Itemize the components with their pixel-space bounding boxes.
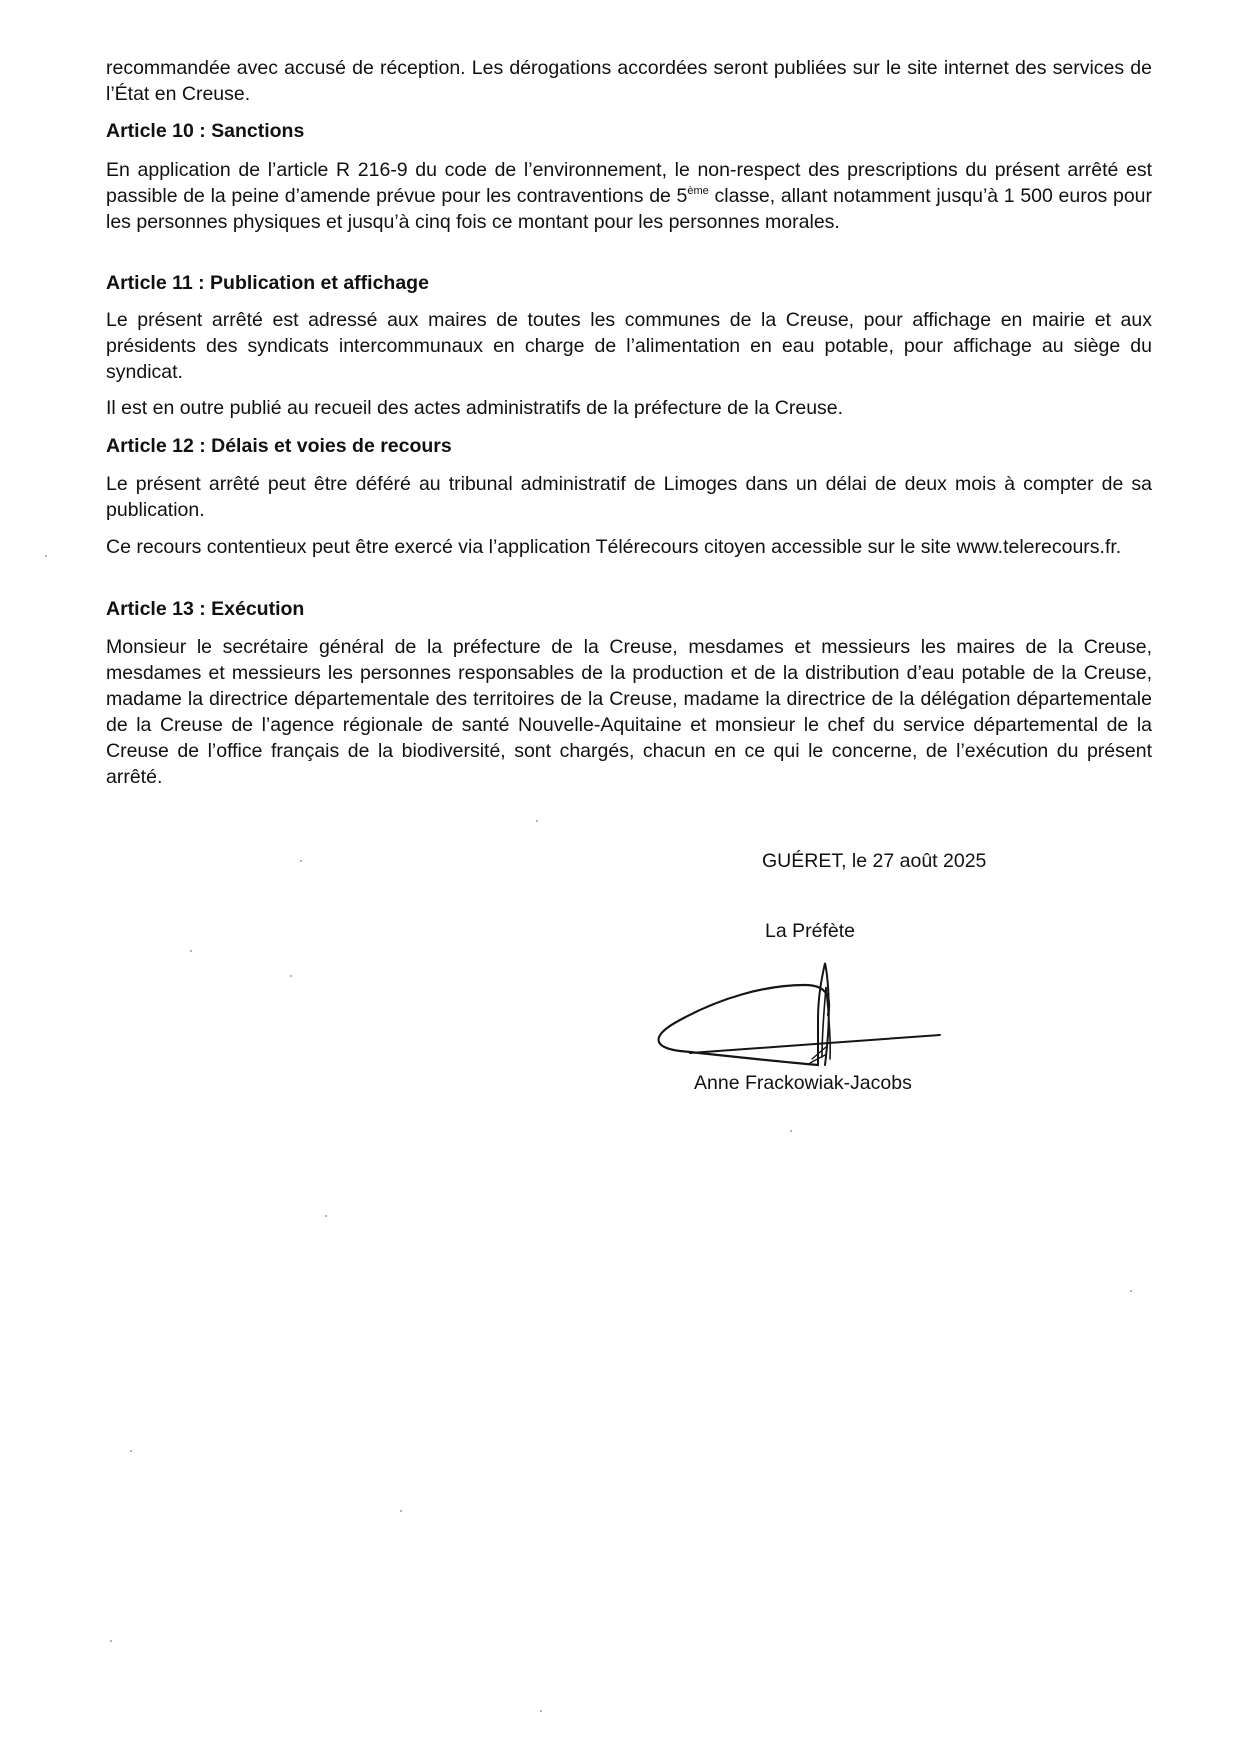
continuation-paragraph: recommandée avec accusé de réception. Les dérogations accordées seront publiées sur le site internet des services de l’État en Creuse. xyxy=(106,57,1152,105)
article-13-heading: Article 13 : Exécution xyxy=(106,598,305,620)
signatory-name: Anne Frackowiak-Jacobs xyxy=(694,1072,912,1094)
article-11-heading: Article 11 : Publication et affichage xyxy=(106,272,429,294)
article-10-text-start: En application de l’article R 216-9 du code de l’environnement, le non-respect des prescriptions du présent arrêté est passible de la peine d’amende prévue pour les contraventions de 5 xyxy=(106,159,1152,207)
scan-speck xyxy=(290,975,292,977)
scan-speck xyxy=(1130,1290,1132,1292)
article-12-heading: Article 12 : Délais et voies de recours xyxy=(106,435,452,457)
article-10-text-end: classe, allant notamment jusqu’à 1 500 euros pour les personnes physiques et jusqu’à cinq fois ce montant pour les personnes morales. xyxy=(106,185,1152,233)
signatory-title: La Préfète xyxy=(765,920,855,942)
scan-speck xyxy=(130,1450,132,1452)
scan-speck xyxy=(536,820,538,822)
article-10-superscript: ème xyxy=(687,185,709,197)
article-13-paragraph: Monsieur le secrétaire général de la préfecture de la Creuse, mesdames et messieurs les maires de la Creuse, mesdames et messieurs les personnes responsables de la production et de la distribution d’eau potable de la Creuse, madame la directrice départementale des territoires de la Creuse, madame la directrice de la délégation départementale de la Creuse de l’agence régionale de santé Nouvelle-Aquitaine et monsieur le chef du service départemental de la Creuse de l’office français de la biodiversité, sont chargés, chacun en ce qui le concerne, de l’exécution du présent arrêté. xyxy=(106,636,1152,788)
scan-speck xyxy=(325,1215,327,1217)
scan-speck xyxy=(190,950,192,952)
scan-speck xyxy=(45,555,47,557)
article-12-paragraph-1: Le présent arrêté peut être déféré au tribunal administratif de Limoges dans un délai de deux mois à compter de sa publication. xyxy=(106,473,1152,521)
scan-speck xyxy=(790,1130,792,1132)
scan-speck xyxy=(540,1710,542,1712)
scan-speck xyxy=(110,1640,112,1642)
handwritten-signature xyxy=(650,955,960,1080)
article-11-paragraph-2: Il est en outre publié au recueil des actes administratifs de la préfecture de la Creuse. xyxy=(106,397,844,419)
article-11-paragraph-1: Le présent arrêté est adressé aux maires de toutes les communes de la Creuse, pour affichage en mairie et aux présidents des syndicats intercommunaux en charge de l’alimentation en eau potable, pour affichage au siège du syndicat. xyxy=(106,309,1152,383)
scan-speck xyxy=(400,1510,402,1512)
article-10-paragraph xyxy=(106,157,1152,235)
article-10-heading: Article 10 : Sanctions xyxy=(106,120,305,142)
scan-speck xyxy=(300,860,302,862)
place-date: GUÉRET, le 27 août 2025 xyxy=(762,850,987,872)
article-12-paragraph-2: Ce recours contentieux peut être exercé via l’application Télérecours citoyen accessible sur le site www.telerecours.fr. xyxy=(106,536,1122,558)
